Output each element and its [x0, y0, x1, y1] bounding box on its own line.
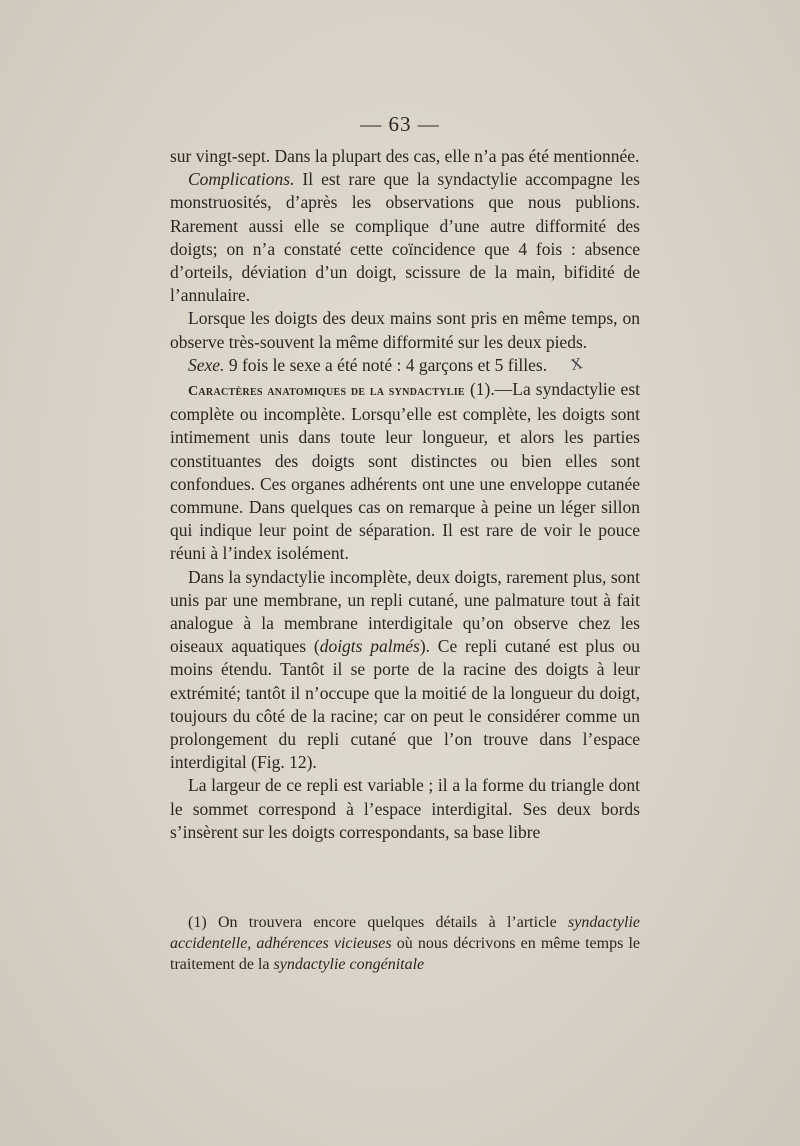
footnote: [170, 912, 640, 975]
section-lead-caracteres: Caractères anatomiques de la syndactylie: [188, 384, 465, 400]
paragraph-text: (1).—La syndactylie est complète ou incomplète. Lorsqu’elle est complète, les doigts sont intimement unis dans toute leur longueur, et alors les parties constituantes des doigts sont distinctes ou bien elles sont confondues. Ces organes adhérents ont une une enveloppe cutanée commune. Dans quelques cas on remarque à peine un léger sillon qui indique leur point de séparation. Il est rare de voir le pouce réuni à l’index isolément.: [170, 379, 640, 564]
footnote-italic-term: syndactylie accidentelle, adhérences vicieuses: [170, 914, 640, 952]
paragraph-incomplete: [170, 566, 640, 775]
paragraph-complications: [170, 168, 640, 307]
paragraph-text: Dans la syndactylie incomplète, deux doigts, rarement plus, sont unis par une membrane, un repli cutané, une palmature tout à fait analogue à la membrane interdigitale qu’on observe chez les oiseaux aquatiques (: [170, 566, 640, 657]
paragraph-caracteres: [170, 378, 640, 566]
footnote-italic-term: syndactylie congénitale: [273, 956, 425, 973]
footnote-text: (1) On trouvera encore quelques détails à l’article: [188, 914, 569, 931]
footnote-text: où nous décrivons en même temps le traitement de la: [170, 935, 640, 973]
paragraph-3: [170, 307, 640, 353]
paragraph-sexe: [170, 354, 640, 378]
paragraph-1: [170, 145, 640, 168]
body-text: [170, 145, 640, 844]
paragraph-text: sur vingt-sept. Dans la plupart des cas, elle n’a pas été mentionnée.: [170, 146, 640, 166]
paragraph-text: ). Ce repli cutané est plus ou moins étendu. Tantôt il se porte de la racine des doigts à leur extrémité; tantôt il n’occupe que la moitié de la longueur du doigt, toujours du côté de la racine; car on peut le considérer comme un prolongement du repli cutané que l’on trouve dans l’espace interdigital (Fig. 12).: [170, 636, 640, 773]
paragraph-text: Lorsque les doigts des deux mains sont pris en même temps, on observe très-souvent la même difformité sur les deux pieds.: [170, 308, 640, 352]
page-number: — 63 —: [360, 112, 440, 136]
paragraph-text: 9 fois le sexe a été noté : 4 garçons et 5 filles.: [224, 354, 548, 375]
paragraph-text: Il est rare que la syndactylie accompagne les monstruosités, d’après les observations que nous publions. Rarement aussi elle se complique d’une autre difformité des doigts; on n’a constaté cette coïncidence que 4 fois : absence d’orteils, déviation d’un doigt, scissure de la main, bifidité de l’annulaire.: [170, 169, 640, 306]
section-lead-sexe: Sexe.: [188, 354, 225, 375]
paragraph-text: La largeur de ce repli est variable ; il a la forme du triangle dont le sommet correspond à l’espace interdigital. Ses deux bords s’insèrent sur les doigts correspondants, sa base libre: [170, 775, 640, 842]
italic-term: doigts palmés: [319, 636, 420, 657]
section-lead-complications: Complications.: [188, 169, 295, 190]
handwritten-mark: X: [569, 354, 585, 374]
paragraph-largeur: [170, 774, 640, 844]
